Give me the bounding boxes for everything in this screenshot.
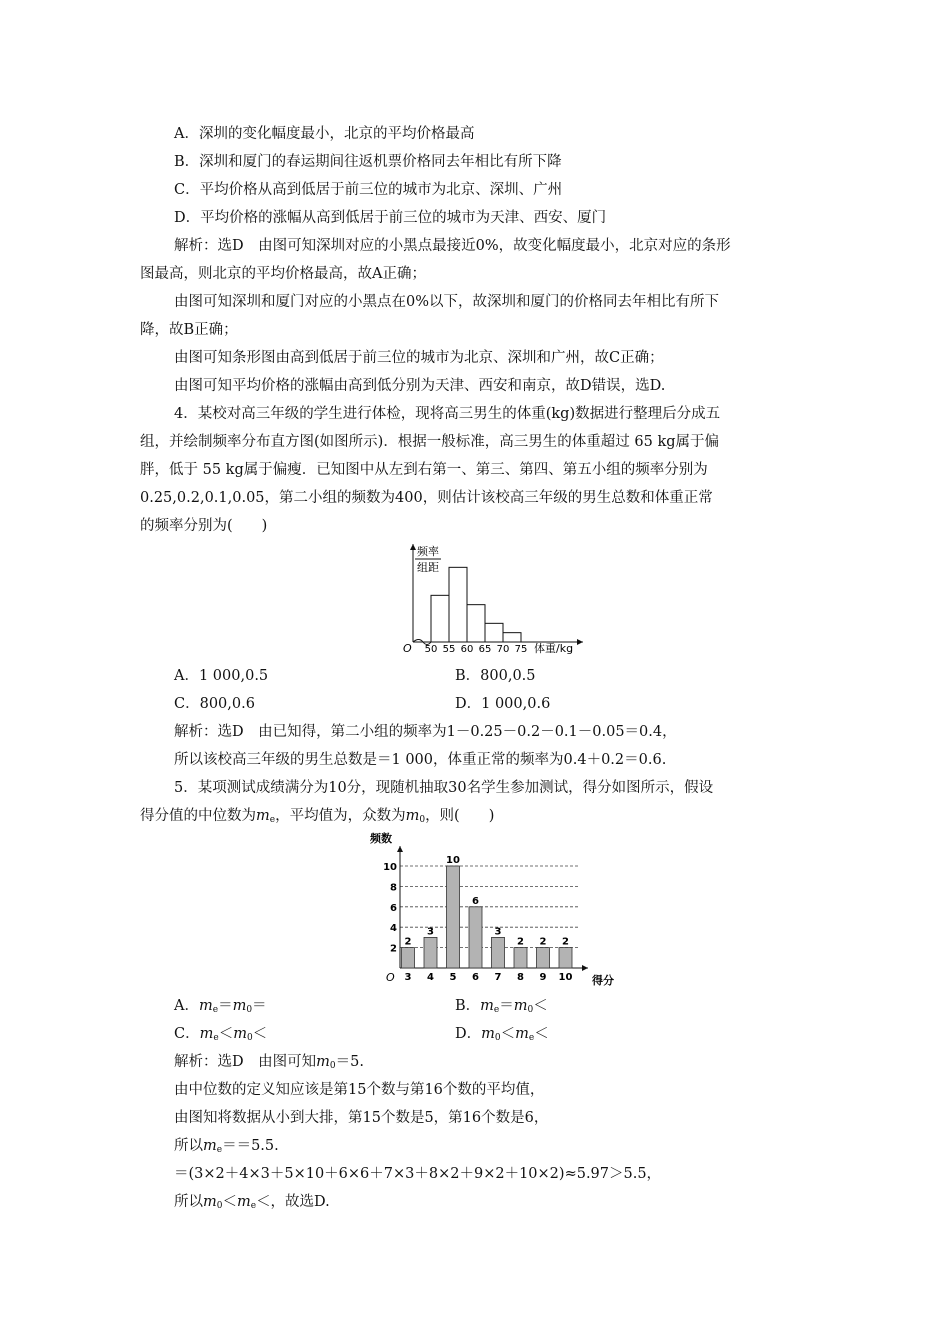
- bar-chart-y-tick: 2: [390, 943, 397, 955]
- q4-text-line: 0.25,0.2,0.1,0.05，第二小组的频数为400，则估计该校高三年级的男生总数和体重正常: [140, 490, 713, 506]
- histogram-x-tick: 65: [478, 644, 492, 655]
- histogram-x-tick: 75: [514, 644, 528, 655]
- bar-chart-data-label: 2: [562, 936, 569, 948]
- bar-chart-x-tick: 8: [517, 972, 524, 983]
- bar-chart-data-label: 3: [427, 926, 434, 938]
- q3-solution-line: 由图可知深圳和厦门对应的小黑点在0%以下，故深圳和厦门的价格同去年相比有所下: [174, 294, 719, 310]
- q5-option-d: D．$m_0<m_e<$: [455, 1026, 549, 1043]
- q4-solution-line: 解析：选D 由已知得，第二小组的频率为1－0.25－0.2－0.1－0.05＝0.4，: [174, 724, 677, 740]
- histogram-x-tick: 60: [460, 644, 474, 655]
- q5-option-c: C．$m_e<m_0<$: [174, 1026, 268, 1043]
- bar-chart-y-tick: 10: [383, 862, 397, 873]
- q4-option-d: D．1 000,0.6: [455, 696, 551, 712]
- bar-chart-x-tick: 7: [494, 972, 502, 983]
- bar-chart-xlabel: 得分: [592, 974, 614, 987]
- bar-chart-y-tick: 8: [390, 882, 397, 894]
- q3-solution-line: 图最高，则北京的平均价格最高，故A正确；: [140, 266, 426, 282]
- bar-chart-x-tick: 3: [404, 972, 412, 983]
- bar-chart-bar: [492, 937, 505, 968]
- histogram-ylabel-top: 频率: [417, 545, 439, 558]
- bar-chart-data-label: 3: [494, 926, 502, 938]
- histogram-xlabel: 体重/kg: [534, 642, 574, 655]
- bar-chart-bar: [469, 907, 482, 968]
- q5-solution-line: 所以$m_0<m_e<$，故选D.: [174, 1194, 330, 1211]
- q5-text-line: 5．某项测试成绩满分为10分，现随机抽取30名学生参加测试，得分如图所示，假设: [174, 780, 714, 796]
- q4-option-a: A．1 000,0.5: [174, 668, 269, 684]
- bar-chart-y-tick: 4: [390, 923, 397, 935]
- q5-option-a: A．$m_e=m_0=$: [174, 998, 267, 1015]
- q3-option-c: C．平均价格从高到低居于前三位的城市为北京、深圳、广州: [174, 182, 563, 198]
- histogram-x-arrow: [577, 639, 583, 645]
- histogram-bar: [431, 595, 449, 642]
- histogram-y-arrow: [410, 544, 416, 550]
- q5-solution-line: 解析：选D 由图可知$m_0=5$.: [174, 1054, 364, 1071]
- q5-option-b: B．$m_e=m_0<$: [455, 998, 548, 1015]
- bar-chart-data-label: 2: [539, 936, 547, 948]
- histogram-ylabel-bottom: 组距: [417, 561, 439, 574]
- histogram-x-tick: 70: [496, 644, 510, 655]
- q4-text-line: 组，并绘制频率分布直方图(如图所示)．根据一般标准，高三男生的体重超过 65 kg属于偏: [140, 434, 720, 450]
- bar-chart-bar: [424, 937, 437, 968]
- q3-solution-line: 由图可知平均价格的涨幅由高到低分别为天津、西安和南京，故D错误，选D.: [174, 378, 666, 394]
- q5-solution-line: ＝(3×2＋4×3＋5×10＋6×6＋7×3＋8×2＋9×2＋10×2)≈5.97＞5.5，: [174, 1166, 662, 1182]
- histogram-origin: O: [403, 642, 412, 655]
- bar-chart-x-tick: 5: [449, 972, 457, 983]
- histogram-bar: [467, 605, 485, 642]
- q4-option-b: B．800,0.5: [455, 668, 536, 684]
- q3-option-b: B．深圳和厦门的春运期间往返机票价格同去年相比有所下降: [174, 154, 562, 170]
- bar-chart-data-label: 2: [517, 936, 524, 948]
- bar-chart-bar: [514, 948, 527, 968]
- q3-option-d: D．平均价格的涨幅从高到低居于前三位的城市为天津、西安、厦门: [174, 210, 607, 226]
- bar-chart-x-tick: 4: [427, 972, 434, 983]
- q4-text-line: 胖，低于 55 kg属于偏瘦．已知图中从左到右第一、第三、第四、第五小组的频率分别为: [140, 462, 708, 478]
- q4-solution-line: 所以该校高三年级的男生总数是＝1 000，体重正常的频率为0.4＋0.2＝0.6.: [174, 752, 667, 768]
- weight-histogram: [395, 540, 595, 660]
- histogram-x-tick: 50: [424, 644, 438, 655]
- bar-chart-x-tick: 6: [472, 972, 479, 983]
- q5-text-line: 得分值的中位数为$m_e$，平均值为，众数为$m_0$，则( ): [140, 808, 495, 825]
- q3-solution-line: 解析：选D 由图可知深圳对应的小黑点最接近0%，故变化幅度最小，北京对应的条形: [174, 238, 731, 254]
- bar-chart-x-tick: 9: [539, 972, 547, 983]
- bar-chart-y-tick: 6: [390, 902, 397, 914]
- bar-chart-x-arrow: [582, 965, 588, 971]
- q4-option-c: C．800,0.6: [174, 696, 255, 712]
- bar-chart-origin: O: [386, 971, 395, 984]
- bar-chart-x-tick: 10: [558, 972, 573, 983]
- histogram-bar: [449, 567, 467, 642]
- bar-chart-bar: [537, 948, 550, 968]
- bar-chart-bar: [559, 948, 572, 968]
- histogram-x-tick: 55: [442, 644, 456, 655]
- histogram-bar: [485, 623, 503, 642]
- q3-solution-line: 降，故B正确；: [140, 322, 238, 338]
- bar-chart-data-label: 10: [446, 855, 460, 866]
- q3-solution-line: 由图可知条形图由高到低居于前三位的城市为北京、深圳和广州，故C正确；: [174, 350, 664, 366]
- bar-chart-data-label: 2: [404, 936, 412, 948]
- bar-chart-bar: [402, 948, 415, 968]
- q4-text-line: 的频率分别为( ): [140, 518, 268, 534]
- bar-chart-y-arrow: [397, 846, 403, 852]
- q5-solution-line: 由图知将数据从小到大排，第15个数是5，第16个数是6，: [174, 1110, 549, 1126]
- bar-chart-data-label: 6: [472, 895, 479, 907]
- q4-text-line: 4．某校对高三年级的学生进行体检，现将高三男生的体重(kg)数据进行整理后分成五: [174, 406, 721, 422]
- q5-solution-line: 所以$m_e==5.5$.: [174, 1138, 279, 1155]
- score-bar-chart: [360, 828, 620, 988]
- bar-chart-ylabel: 频数: [370, 832, 392, 845]
- histogram-bar: [503, 633, 521, 642]
- q5-solution-line: 由中位数的定义知应该是第15个数与第16个数的平均值，: [174, 1082, 545, 1098]
- q3-option-a: A．深圳的变化幅度最小，北京的平均价格最高: [174, 126, 475, 142]
- bar-chart-bar: [447, 866, 460, 968]
